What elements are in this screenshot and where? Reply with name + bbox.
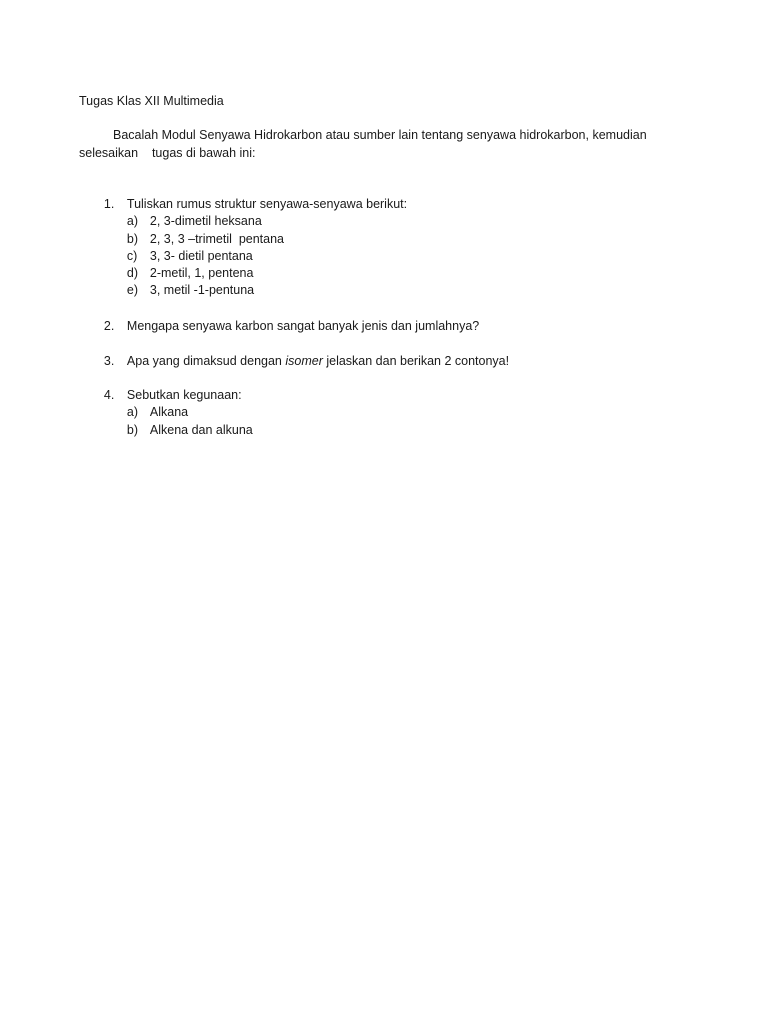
question-number: 3.	[103, 354, 115, 368]
document-title: Tugas Klas XII Multimedia	[79, 94, 224, 108]
question-text: Mengapa senyawa karbon sangat banyak jenis dan jumlahnya?	[126, 319, 480, 333]
item-letter: b)	[126, 423, 139, 437]
question-number: 4.	[103, 388, 115, 402]
question-text-before: Apa yang dimaksud dengan	[126, 354, 286, 368]
question-4-item-b	[113, 405, 253, 456]
question-text: Sebutkan kegunaan:	[126, 388, 242, 402]
item-letter: a)	[126, 214, 139, 228]
item-letter: b)	[126, 232, 139, 246]
item-letter: a)	[126, 405, 139, 419]
item-letter: c)	[126, 249, 138, 263]
question-text-emphasis: isomer	[285, 354, 323, 368]
item-text: 2, 3, 3 –trimetil pentana	[149, 232, 285, 246]
question-number: 2.	[103, 319, 115, 333]
question-number: 1.	[103, 197, 115, 211]
item-text: 3, metil -1-pentuna	[149, 283, 255, 297]
question-text-after: jelaskan dan berikan 2 contonya!	[322, 354, 510, 368]
item-text: Alkena dan alkuna	[149, 423, 253, 437]
intro-line-2: selesaikan tugas di bawah ini:	[79, 146, 256, 160]
item-text: 2, 3-dimetil heksana	[149, 214, 262, 228]
item-letter: d)	[126, 266, 139, 280]
intro-line-1: Bacalah Modul Senyawa Hidrokarbon atau sumber lain tentang senyawa hidrokarbon, kemudian	[113, 128, 647, 142]
item-text: 2-metil, 1, pentena	[149, 266, 254, 280]
question-text: Tuliskan rumus struktur senyawa-senyawa berikut:	[126, 197, 408, 211]
item-text: 3, 3- dietil pentana	[149, 249, 253, 263]
item-text: Alkana	[149, 405, 189, 419]
item-letter: e)	[126, 283, 139, 297]
